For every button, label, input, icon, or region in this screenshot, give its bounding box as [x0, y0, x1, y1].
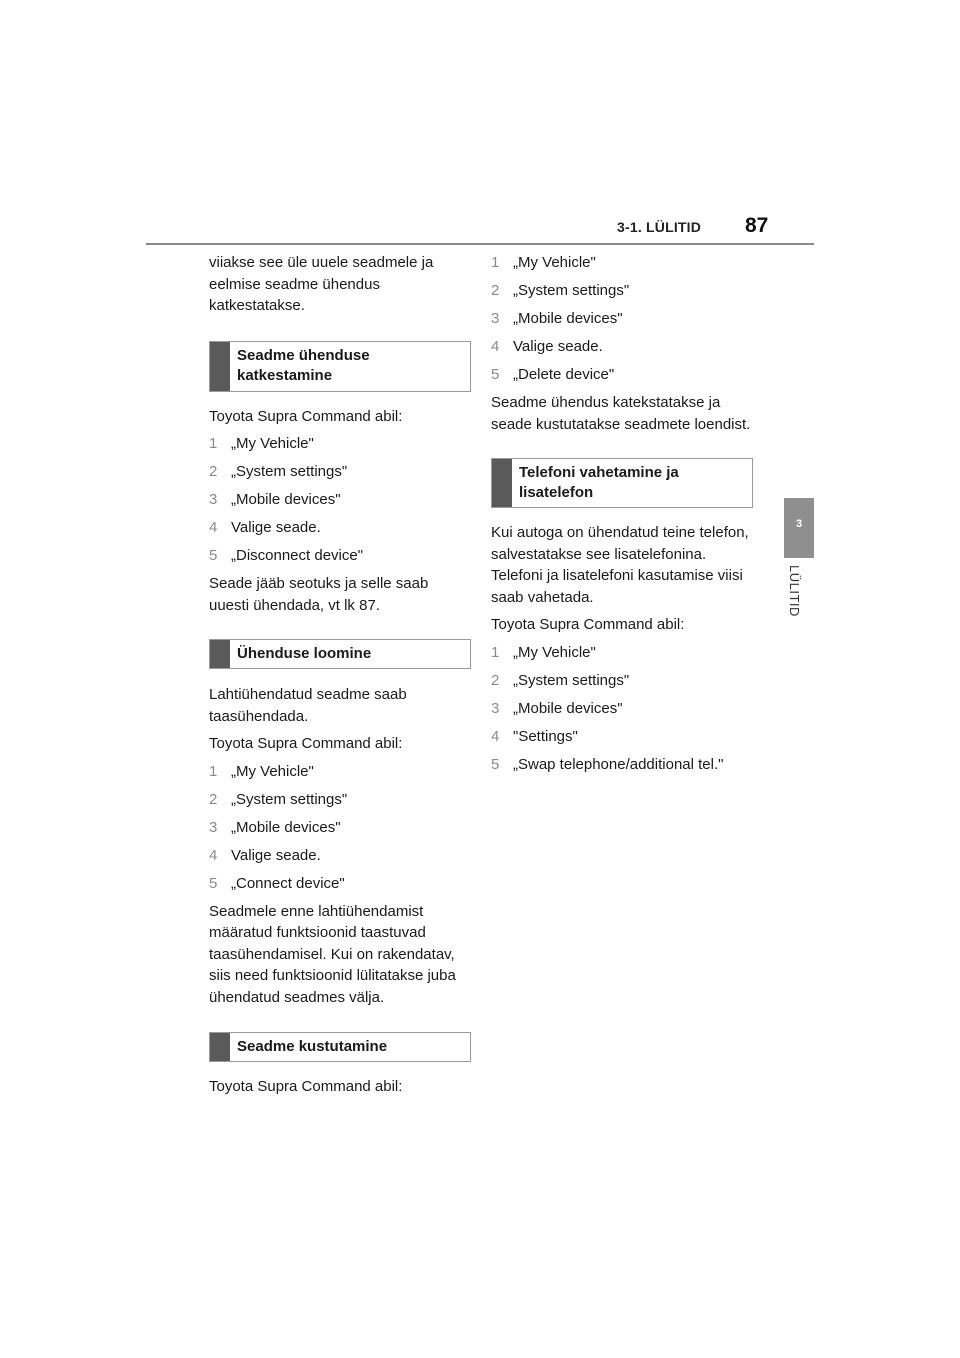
list-item — [491, 308, 753, 330]
step-number: 2 — [491, 282, 500, 299]
list-item — [491, 364, 753, 386]
chapter-side-label — [787, 565, 801, 627]
step-number: 4 — [491, 727, 500, 745]
list-item — [209, 789, 471, 811]
step-list-delete — [491, 252, 753, 386]
heading-text: Telefoni vahetamine ja lisatelefon — [519, 464, 679, 501]
section-title: 3-1. LÜLITID — [617, 219, 702, 235]
step-number: 5 — [491, 755, 500, 773]
step-text: „My Vehicle" — [513, 254, 596, 271]
step-number: 3 — [491, 699, 500, 717]
step-text: „System settings" — [513, 671, 630, 689]
step-text: "Settings" — [513, 727, 578, 745]
step-number: 3 — [209, 818, 218, 836]
step-number: 3 — [491, 310, 500, 327]
step-number: 4 — [491, 338, 500, 355]
list-item — [209, 761, 471, 783]
step-list-disconnect — [209, 433, 471, 567]
list-item — [209, 433, 471, 455]
step-number: 5 — [491, 366, 500, 383]
intro-paragraph: viiakse see üle uuele seadmele ja eelmise seadme ühendus katkestatakse. — [209, 254, 434, 314]
chapter-tab-number: 3 — [795, 518, 803, 530]
step-text: „Mobile devices" — [513, 310, 623, 327]
connect-note: Seadmele enne lahtiühendamist määratud funktsioonid taastuvad taasühendamisel. Kui on rakendatav, siis need funktsioonid lülitatakse juba ühendatud seadmes välja. — [209, 902, 456, 1006]
heading-text: Seadme kustutamine — [237, 1038, 388, 1055]
list-item — [491, 252, 753, 274]
section-heading-disconnect — [209, 341, 471, 392]
list-item — [209, 845, 471, 867]
list-item — [209, 461, 471, 483]
heading-text: Seadme ühenduse katkestamine — [237, 346, 370, 384]
list-item — [209, 545, 471, 567]
list-item — [209, 489, 471, 511]
step-number: 2 — [209, 463, 218, 480]
section-heading-swap — [491, 458, 753, 508]
step-number: 3 — [209, 491, 218, 508]
list-item — [491, 698, 753, 720]
swap-intro: Kui autoga on ühendatud teine telefon, salvestatakse see lisatelefonina. Telefoni ja lisatelefoni kasutamise viisi saab vahetada. — [491, 524, 749, 606]
step-text: „Delete device" — [513, 366, 615, 383]
right-column — [491, 252, 753, 782]
instruction-lead: Toyota Supra Command abil: — [209, 735, 403, 752]
step-number: 1 — [209, 762, 218, 780]
step-number: 4 — [209, 519, 218, 536]
heading-text: Ühenduse loomine — [237, 645, 372, 662]
step-text: „Mobile devices" — [231, 818, 341, 836]
step-list-connect — [209, 761, 471, 895]
instruction-lead: Toyota Supra Command abil: — [209, 1078, 403, 1095]
instruction-lead: Toyota Supra Command abil: — [491, 616, 685, 633]
step-text: „Disconnect device" — [231, 547, 364, 564]
step-number: 2 — [209, 790, 218, 808]
list-item — [491, 642, 753, 664]
step-number: 4 — [209, 846, 218, 864]
step-number: 1 — [209, 435, 218, 452]
step-text: „My Vehicle" — [231, 435, 314, 452]
step-number: 5 — [209, 547, 218, 564]
list-item — [491, 670, 753, 692]
step-text: Valige seade. — [513, 338, 603, 355]
step-text: „System settings" — [513, 282, 630, 299]
heading-bar — [210, 342, 230, 391]
step-text: „My Vehicle" — [231, 762, 314, 780]
step-number: 1 — [491, 643, 500, 661]
list-item — [209, 873, 471, 895]
list-item — [491, 726, 753, 748]
list-item — [209, 817, 471, 839]
heading-bar — [492, 459, 512, 507]
step-number: 5 — [209, 874, 218, 892]
delete-note: Seadme ühendus katekstatakse ja seade kustutatakse seadmete loendist. — [491, 394, 751, 433]
left-column — [209, 252, 471, 1104]
step-text: „System settings" — [231, 463, 348, 480]
list-item — [491, 280, 753, 302]
list-item — [209, 517, 471, 539]
step-text: „My Vehicle" — [513, 643, 596, 661]
instruction-lead: Toyota Supra Command abil: — [209, 407, 403, 425]
step-number: 2 — [491, 671, 500, 689]
list-item — [491, 754, 753, 776]
section-heading-connect — [209, 639, 471, 669]
list-item — [491, 336, 753, 358]
step-list-swap — [491, 642, 753, 776]
step-text: „Mobile devices" — [513, 699, 623, 717]
header-divider — [146, 243, 814, 245]
chapter-tab — [784, 498, 814, 558]
page-number: 87 — [745, 214, 769, 237]
step-text: „Swap telephone/additional tel." — [513, 755, 724, 773]
disconnect-note: Seade jääb seotuks ja selle saab uuesti ühendada, vt lk 87. — [209, 575, 429, 614]
step-text: Valige seade. — [231, 519, 321, 536]
chapter-side-label-text: LÜLITID — [787, 565, 802, 617]
step-text: Valige seade. — [231, 846, 321, 864]
heading-bar — [210, 640, 230, 668]
step-text: „Mobile devices" — [231, 491, 341, 508]
step-text: „System settings" — [231, 790, 348, 808]
step-text: „Connect device" — [231, 874, 345, 892]
step-number: 1 — [491, 254, 500, 271]
connect-intro: Lahtiühendatud seadme saab taasühendada. — [209, 686, 407, 725]
heading-bar — [210, 1033, 230, 1061]
section-heading-delete — [209, 1032, 471, 1062]
